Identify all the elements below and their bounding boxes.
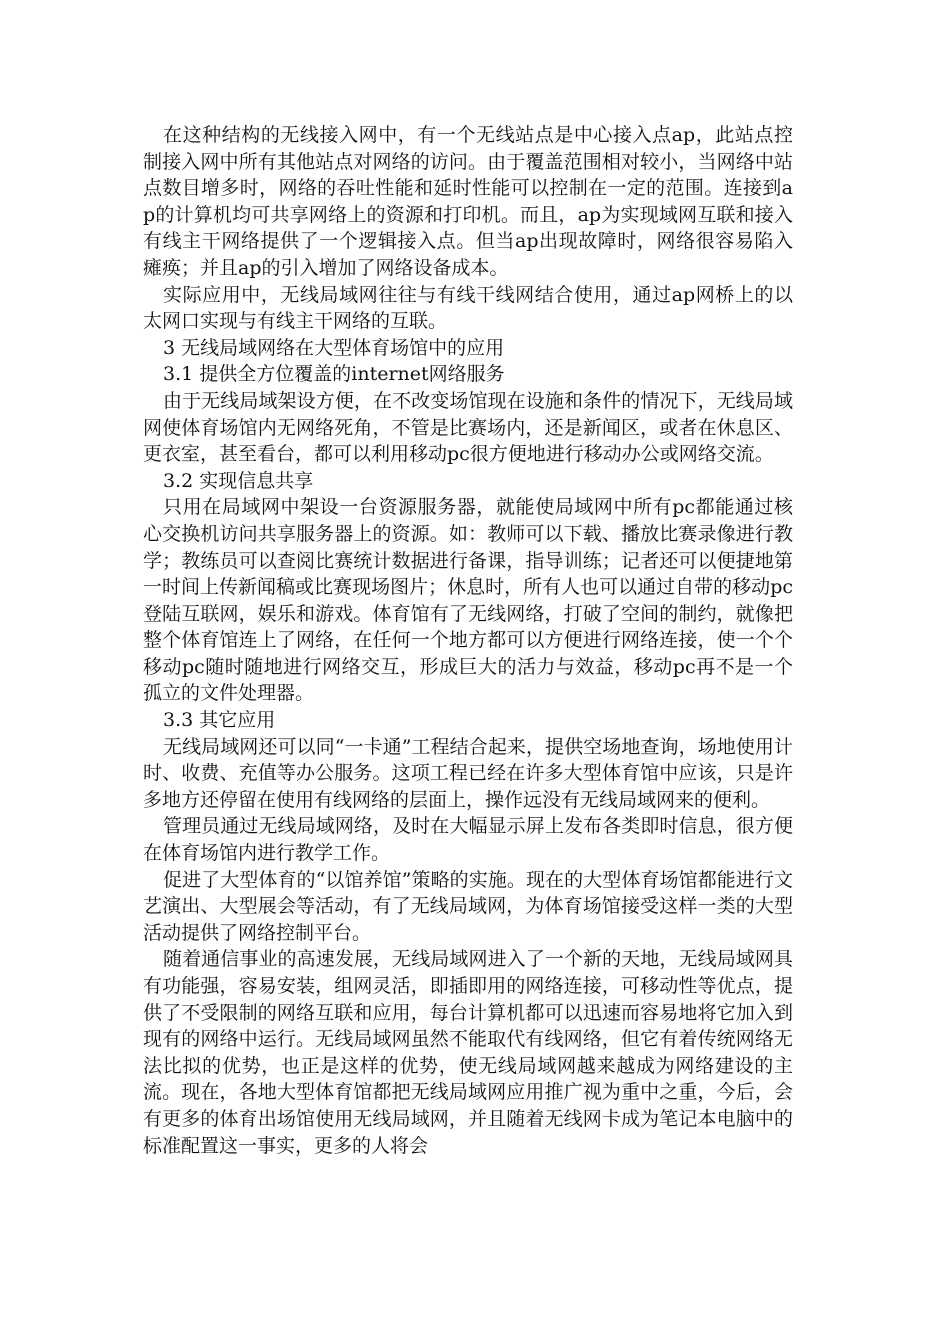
section-heading-3-3: 3.3 其它应用 xyxy=(163,709,276,732)
paragraph-venue-strategy: 促进了大型体育的“以馆养馆”策略的实施。现在的大型体育场馆都能进行文艺演出、大型展会等活动，有了无线局域网，为体育场馆接受这样一类的大型活动提供了网络控制平台。 xyxy=(143,868,793,944)
section-heading-3-2: 3.2 实现信息共享 xyxy=(163,469,314,492)
paragraph-ap-structure: 在这种结构的无线接入网中，有一个无线站点是中心接入点ap，此站点控制接入网中所有其他站点对网络的访问。由于覆盖范围相对较小，当网络中站点数目增多时，网络的吞吐性能和延时性能可以控制在一定的范围。连接到ap的计算机均可共享网络上的资源和打印机。而且，ap为实现域网互联和接入有线主干网络提供了一个逻辑接入点。但当ap出现故障时，网络很容易陷入瘫痪；并且ap的引入增加了网络设备成本。 xyxy=(143,124,793,279)
section-heading-3-1: 3.1 提供全方位覆盖的internet网络服务 xyxy=(163,363,505,386)
section-heading-3: 3 无线局域网络在大型体育场馆中的应用 xyxy=(163,336,505,359)
paragraph-one-card: 无线局域网还可以同“一卡通”工程结合起来，提供空场地查询，场地使用计时、收费、充值等办公服务。这项工程已经在许多大型体育馆中应该，只是许多地方还停留在使用有线网络的层面上，操作远没有无线局域网来的便利。 xyxy=(143,735,793,811)
document-body xyxy=(143,122,793,1159)
paragraph-admin-display: 管理员通过无线局域网络，及时在大幅显示屏上发布各类即时信息，很方便在体育场馆内进行教学工作。 xyxy=(143,815,793,865)
paragraph-practical-use: 实际应用中，无线局域网往往与有线干线网结合使用，通过ap网桥上的以太网口实现与有线主干网络的互联。 xyxy=(143,283,793,333)
paragraph-coverage: 由于无线局域架设方便，在不改变场馆现在设施和条件的情况下，无线局域网使体育场馆内无网络死角，不管是比赛场内，还是新闻区，或者在休息区、更衣室，甚至看台，都可以利用移动pc很方便地进行移动办公或网络交流。 xyxy=(143,389,793,466)
paragraph-conclusion: 随着通信事业的高速发展，无线局域网进入了一个新的天地，无线局域网具有功能强，容易安装，组网灵活，即插即用的网络连接，可移动性等优点，提供了不受限制的网络互联和应用，每台计算机都可以迅速而容易地将它加入到现有的网络中运行。无线局域网虽然不能取代有线网络，但它有着传统网络无法比拟的优势，也正是这样的优势，使无线局域网越来越成为网络建设的主流。现在，各地大型体育馆都把无线局域网应用推广视为重中之重，今后，会有更多的体育出场馆使用无线局域网，并且随着无线网卡成为笔记本电脑中的标准配置这一事实，更多的人将会 xyxy=(143,948,793,1157)
paragraph-info-sharing: 只用在局域网中架设一台资源服务器，就能使局域网中所有pc都能通过核心交换机访问共享服务器上的资源。如：教师可以下载、播放比赛录像进行教学；教练员可以查阅比赛统计数据进行备课，指导训练；记者还可以便捷地第一时间上传新闻稿或比赛现场图片；休息时，所有人也可以通过自带的移动pc登陆互联网，娱乐和游戏。体育馆有了无线网络，打破了空间的制约，就像把整个体育馆连上了网络，在任何一个地方都可以方便进行网络连接，使一个个移动pc随时随地进行网络交互，形成巨大的活力与效益，移动pc再不是一个孤立的文件处理器。 xyxy=(143,496,793,705)
